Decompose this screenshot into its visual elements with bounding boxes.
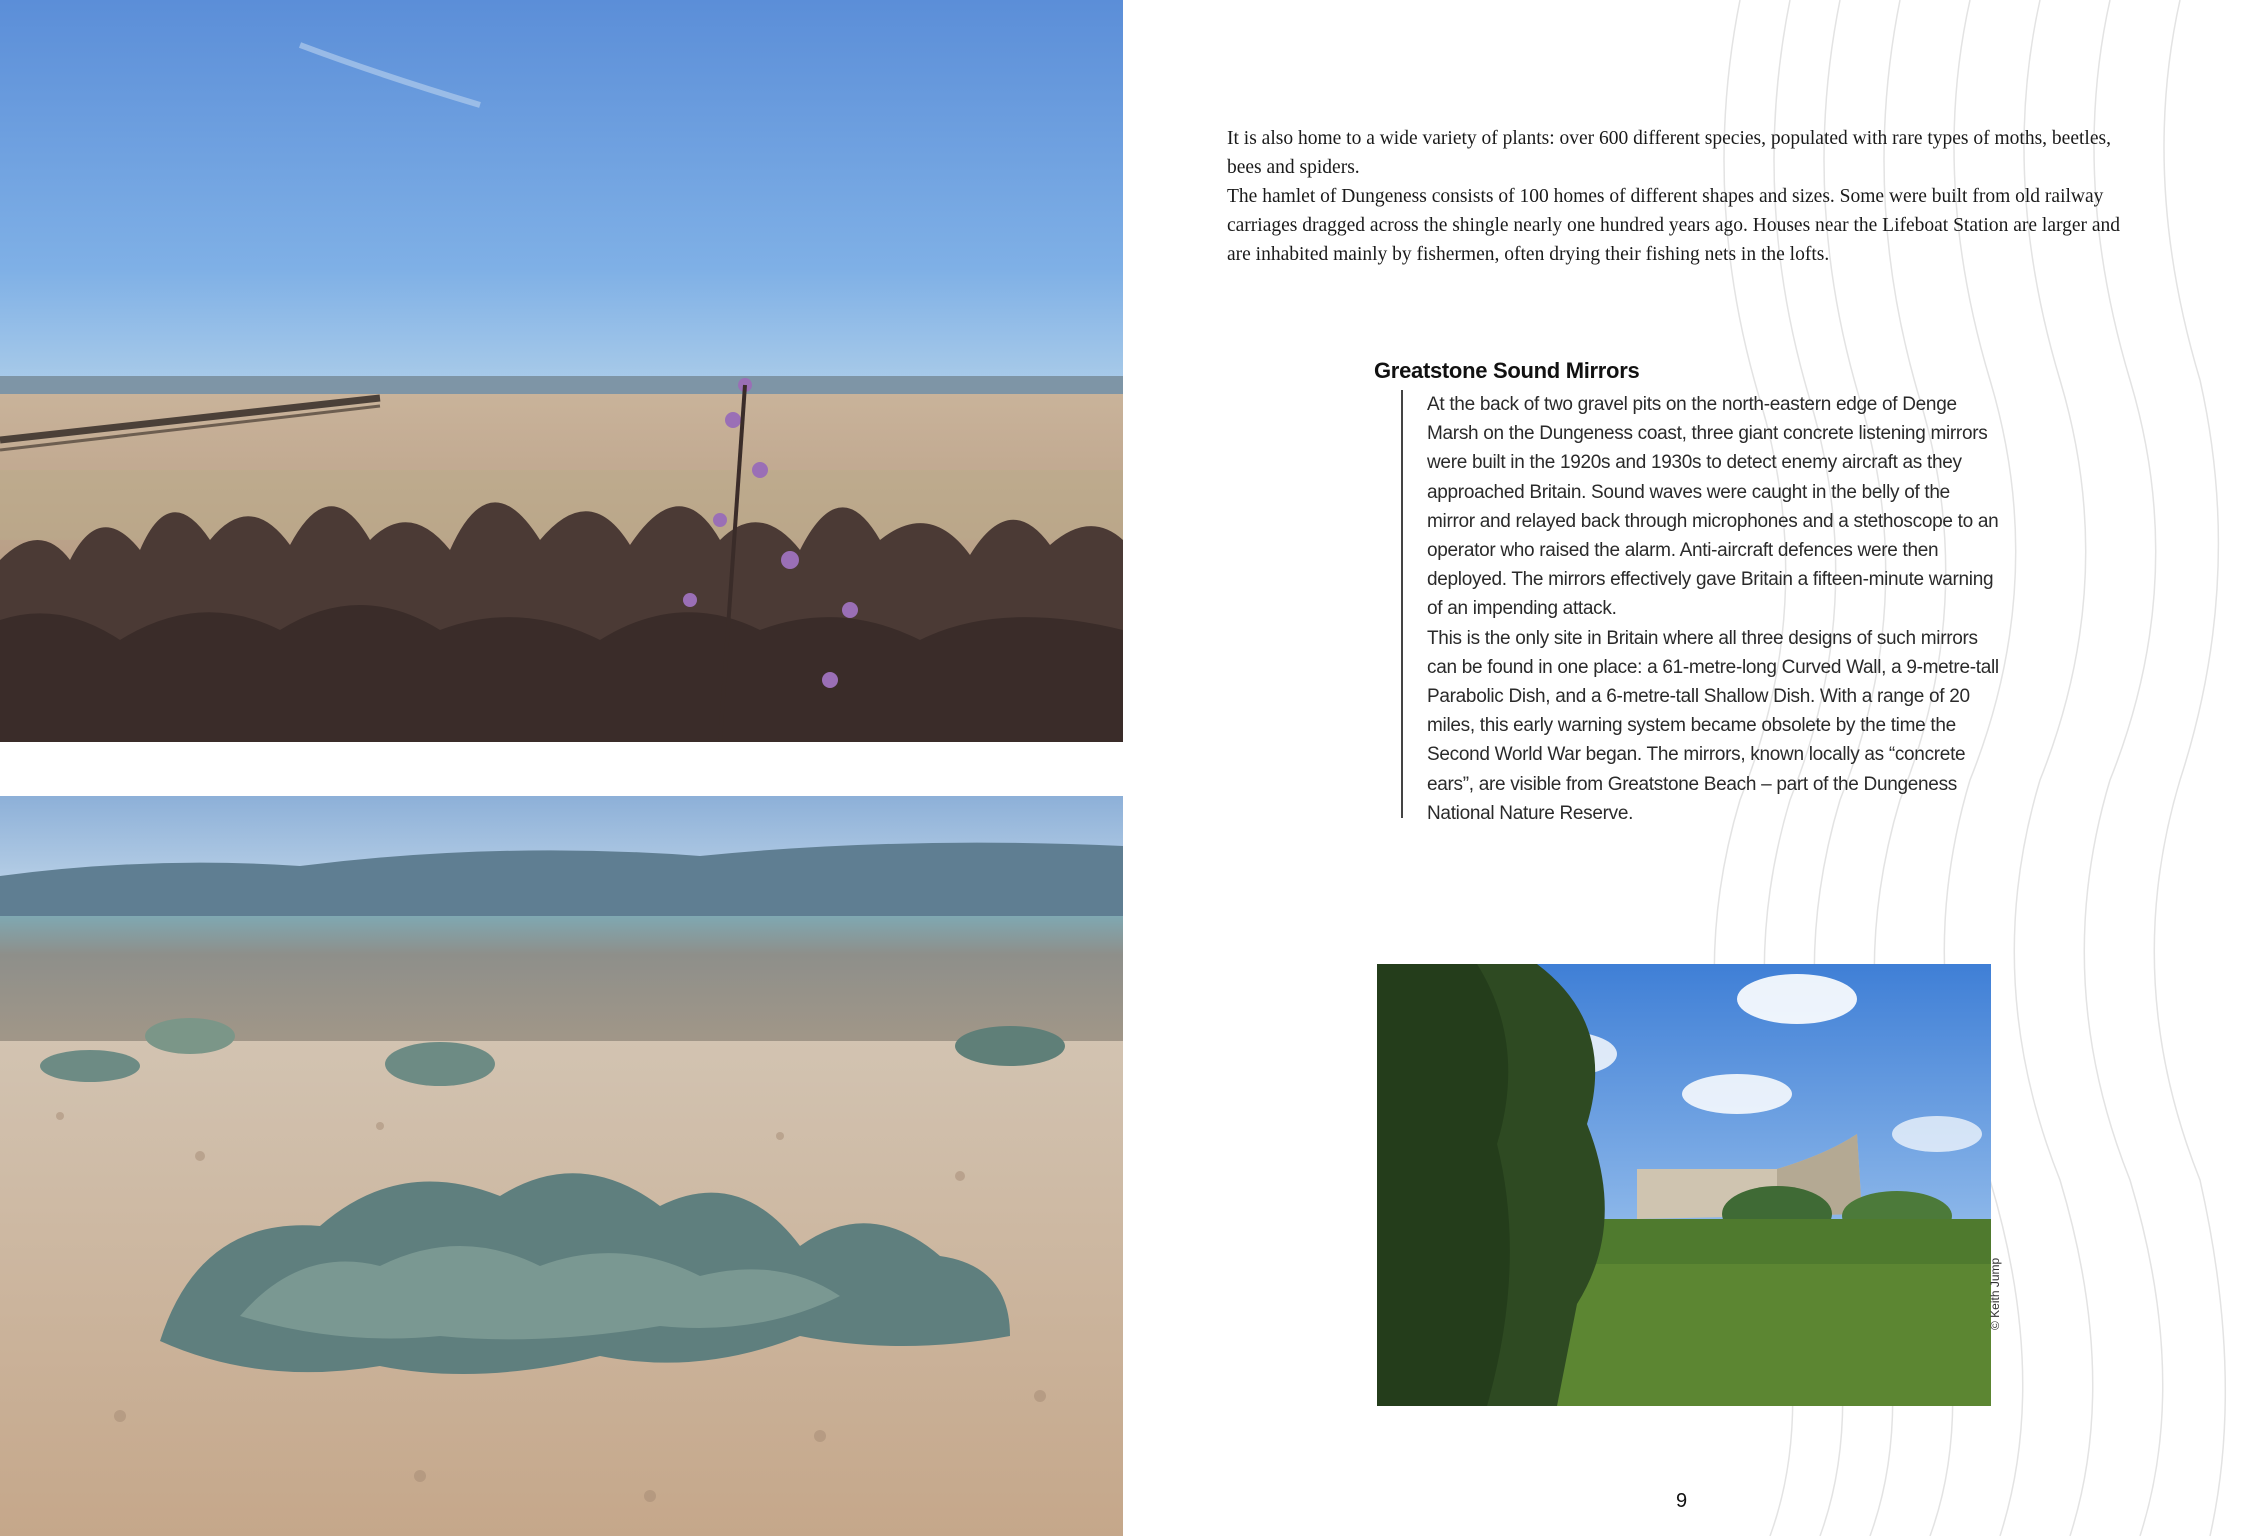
section-title: Greatstone Sound Mirrors — [1374, 358, 1640, 383]
quote-bar — [1401, 390, 1403, 818]
section-paragraph: At the back of two gravel pits on the north-eastern edge of Denge Marsh on the Dungeness coast, three giant concrete listening mirrors were built in the 1920s and 1930s to detect enemy aircraft as they approached Britain. Sound waves were caught in the belly of the mirror and relayed back through microphones and a stethoscope to an operator who raised the alarm. Anti-aircraft defences were then deployed. The mirrors effectively gave Britain a fifteen-minute warning of an impending attack. — [1427, 394, 1999, 620]
photo-credit: © Keith Jump — [1988, 1257, 2002, 1330]
page-number: 9 — [1676, 1490, 1688, 1512]
beach-mallow-photo — [0, 0, 1123, 742]
intro-paragraph: It is also home to a wide variety of plants: over 600 different species, populated with rare types of moths, beetles, bees and spiders. — [1227, 128, 2111, 178]
intro-text — [1227, 124, 2147, 269]
sound-mirror-photo — [1377, 964, 1991, 1406]
intro-paragraph: The hamlet of Dungeness consists of 100 homes of different shapes and sizes. Some were built from old railway carriages dragged across the shingle nearly one hundred years ago. Houses near the Lifeboat Station are larger and are inhabited mainly by fishermen, often drying their fishing nets in the lofts. — [1227, 186, 2121, 265]
sea-kale-photo — [0, 796, 1123, 1536]
section-paragraph: This is the only site in Britain where all three designs of such mirrors can be found in one place: a 61-metre-long Curved Wall, a 9-metre-tall Parabolic Dish, and a 6-metre-tall Shallow Dish. With a range of 20 miles, this early warning system became obsolete by the time the Second World War began. The mirrors, known locally as “concrete ears”, are visible from Greatstone Beach – part of the Dungeness National Nature Reserve. — [1427, 627, 1999, 824]
section-body — [1427, 390, 2002, 828]
